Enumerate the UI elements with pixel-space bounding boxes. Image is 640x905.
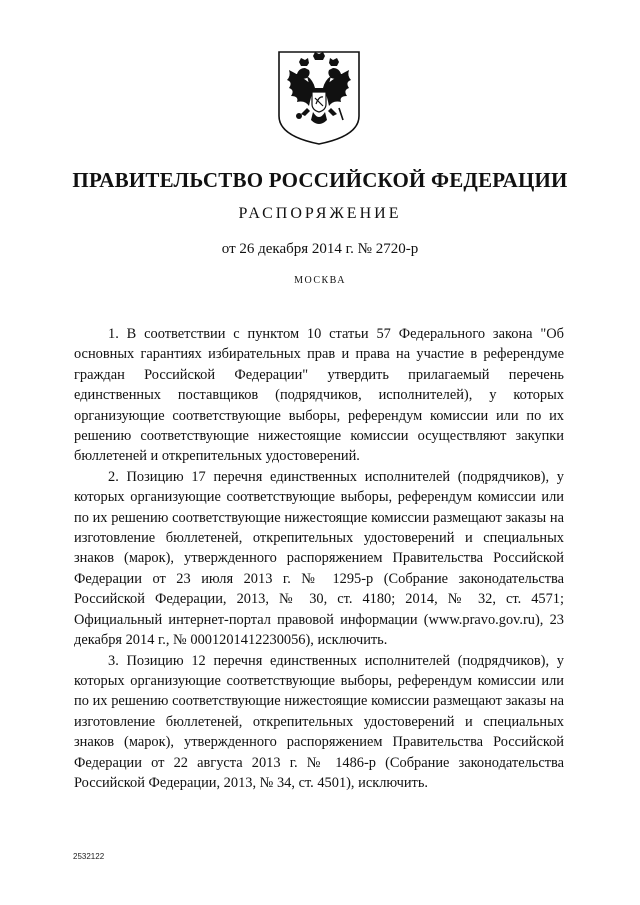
document-type: РАСПОРЯЖЕНИЕ (238, 205, 402, 222)
double-headed-eagle-icon (277, 50, 361, 146)
document-date-number: от 26 декабря 2014 г. № 2720-р (221, 241, 419, 257)
paragraph-3: 3. Позицию 12 перечня единственных исполнителей (подрядчиков), у которых организующие соответствующие выборы, референдум комиссии или по их решению соответствующие нижестоящие комиссии размещают заказы на изготовление бюллетеней, открепительных удостоверений и специальных знаков (марок), утвержденного распоряжением Правительства Российской Федерации от 22 августа 2013 г. № 1486-р (Собрание законодательства Российской Федерации, 2013, № 34, ст. 4501), исключить. (74, 652, 564, 791)
document-body (74, 324, 564, 793)
document-city: МОСКВА (294, 275, 346, 286)
paragraph-2: 2. Позицию 17 перечня единственных исполнителей (подрядчиков), у которых организующие соответствующие выборы, референдум комиссии или по их решению соответствующие нижестоящие комиссии размещают заказы на изготовление бюллетеней, открепительных удостоверений и специальных знаков (марок), утвержденного распоряжением Правительства Российской Федерации от 23 июля 2013 г. № 1295-р (Собрание законодательства Российской Федерации, 2013, № 30, ст. 4180; 2014, № 32, ст. 4571; Официальный интернет-портал правовой информации (www.pravo.gov.ru), 23 декабря 2014 г., № 0001201412230056), исключить. (74, 468, 564, 649)
paragraph-1: 1. В соответствии с пунктом 10 статьи 57 Федерального закона "Об основных гарантиях избирательных прав и права на участие в референдуме граждан Российской Федерации" утвердить прилагаемый перечень единственных поставщиков (подрядчиков, исполнителей), у которых организующие соответствующие выборы, референдум комиссии или по их решению соответствующие нижестоящие комиссии осуществляют закупки бюллетеней и открепительных удостоверений. (74, 326, 564, 465)
government-title: ПРАВИТЕЛЬСТВО РОССИЙСКОЙ ФЕДЕРАЦИИ (72, 168, 568, 192)
document-code: 2532122 (73, 852, 105, 861)
